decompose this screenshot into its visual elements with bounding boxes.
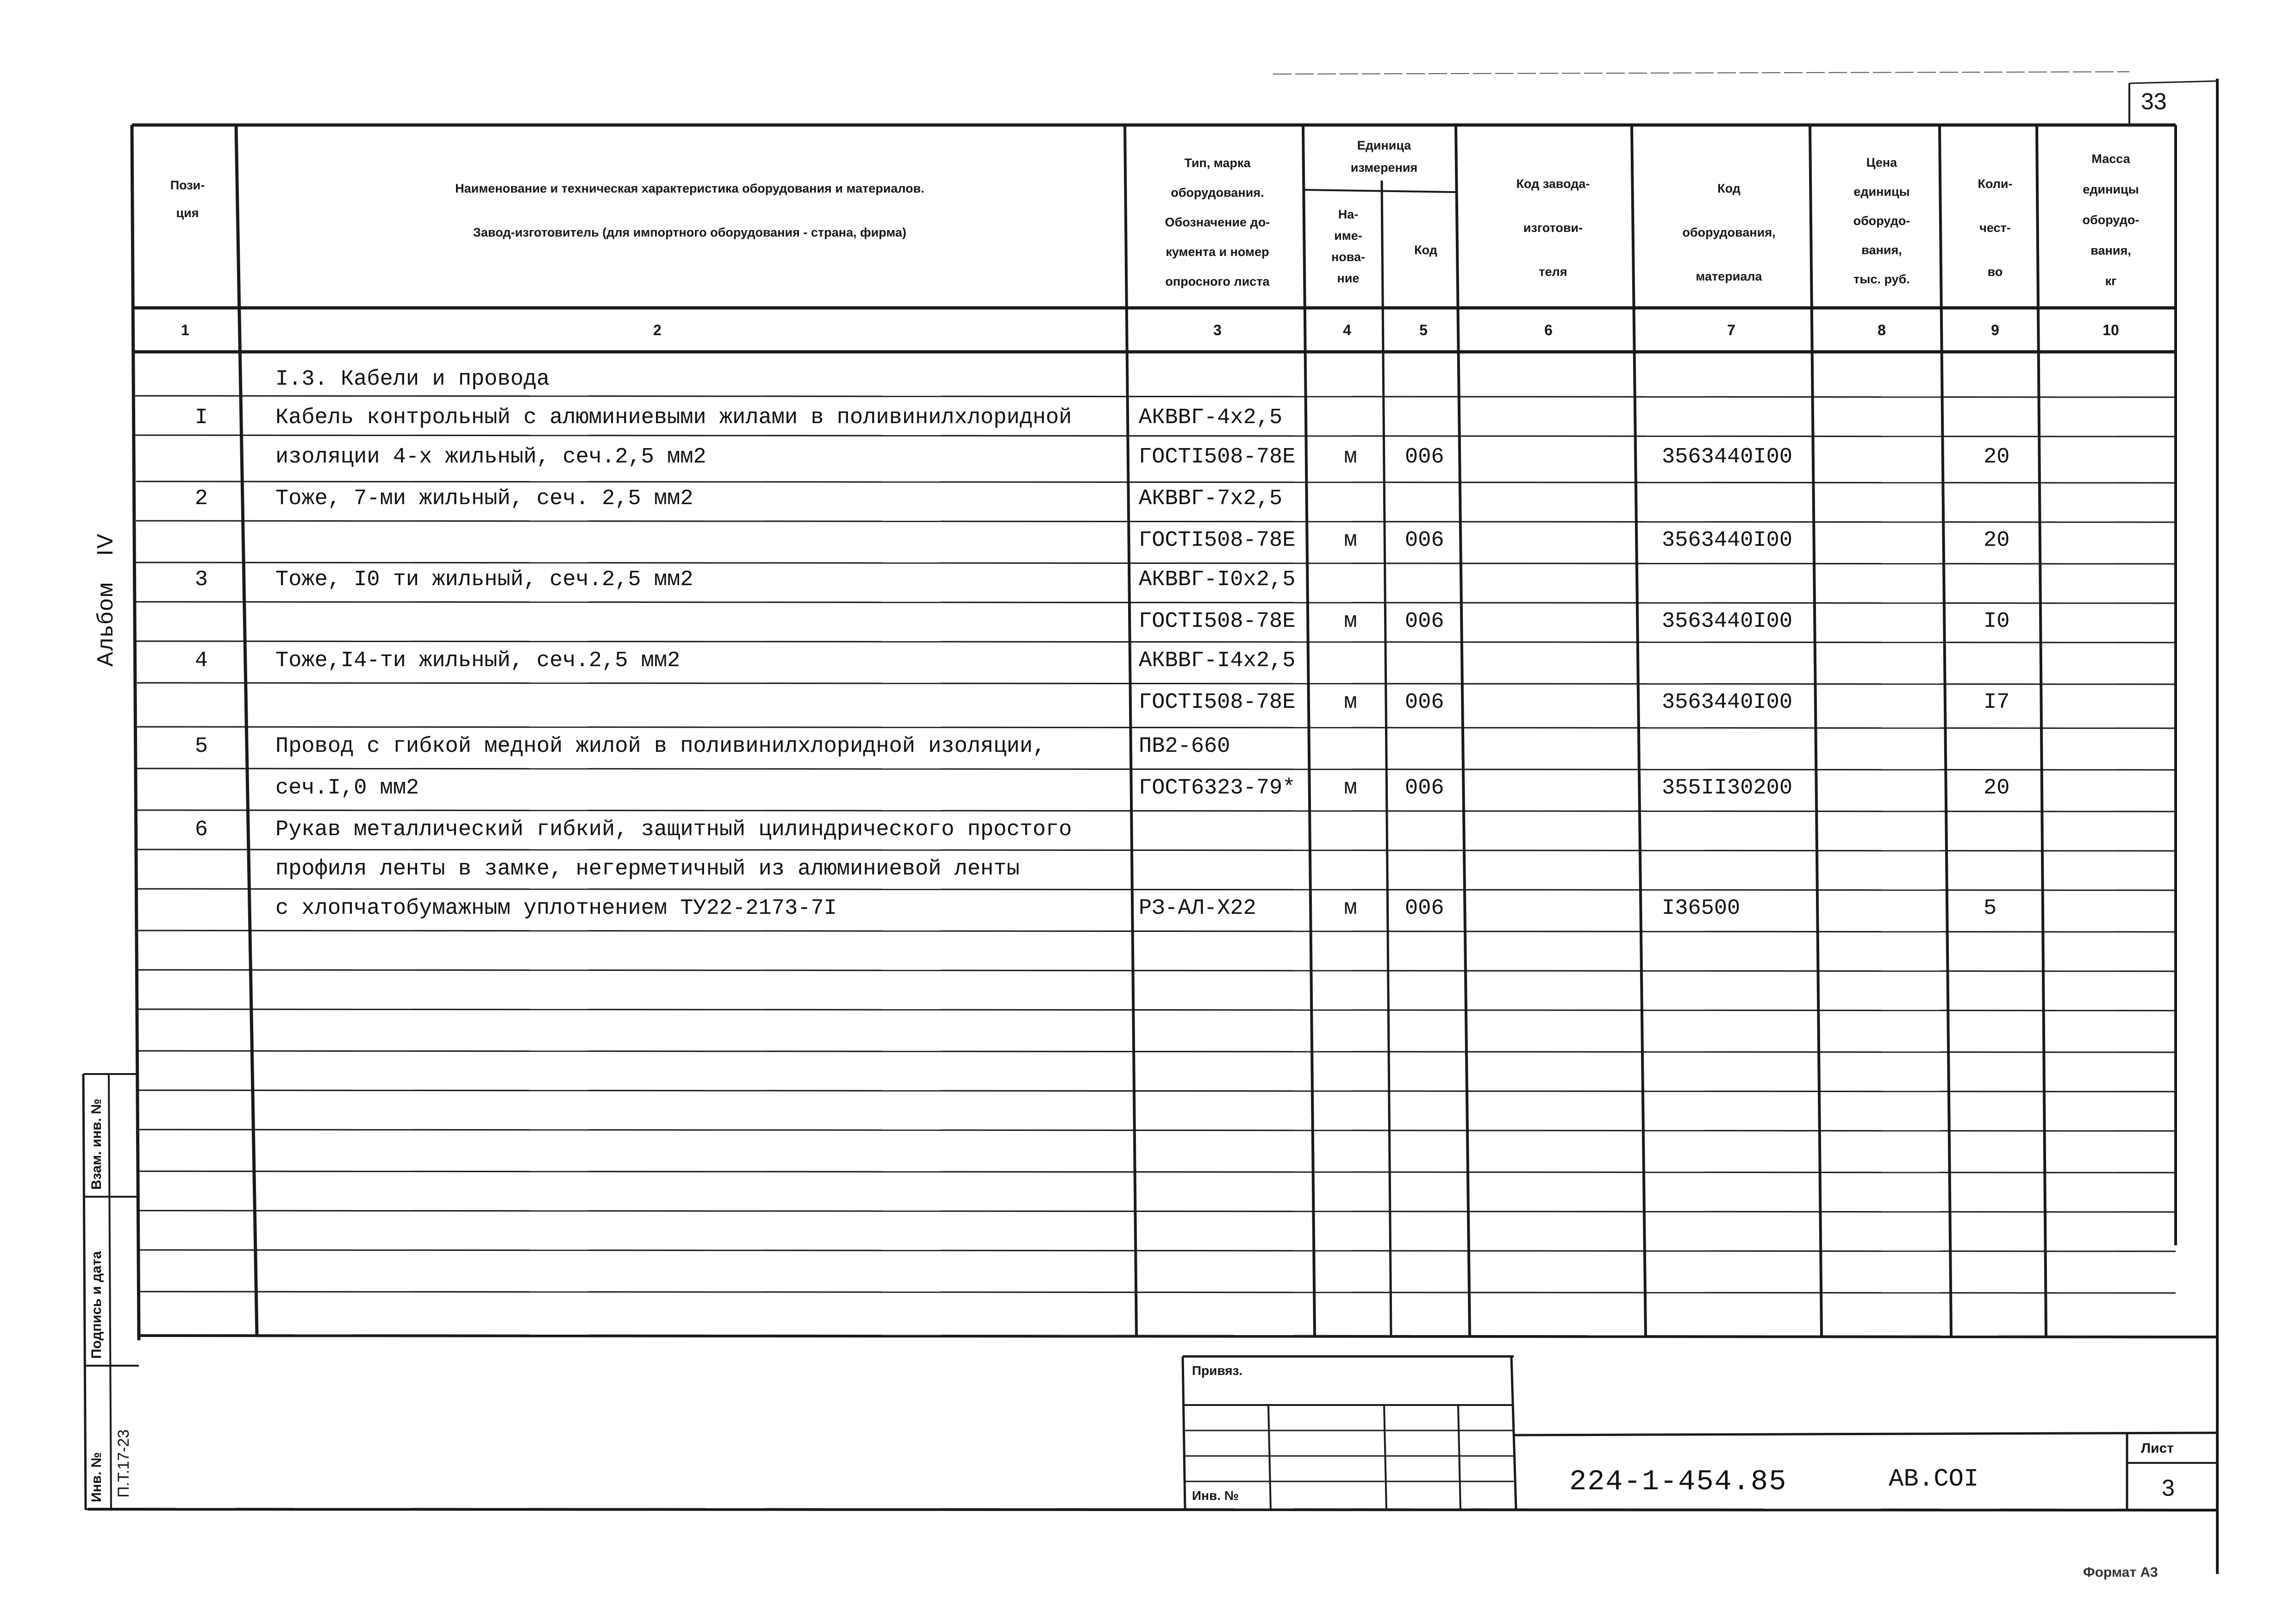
row-10-name: сеч.I,0 мм2: [275, 776, 419, 800]
header-unit-name-line1: На-: [1338, 207, 1359, 221]
row-5-name: Тоже, I0 ти жильный, сеч.2,5 мм2: [275, 568, 693, 592]
header-position: [139, 171, 236, 227]
header-unit-name-line4: ние: [1337, 271, 1360, 285]
row-8-unit: м: [1344, 690, 1357, 715]
header-mass-line1: Масса: [2091, 152, 2130, 166]
row-10-type: ГОСТ6323-79*: [1139, 776, 1296, 800]
header-equip-line2: оборудования,: [1682, 225, 1776, 239]
header-unit-name: [1310, 204, 1386, 289]
header-type: [1129, 148, 1305, 296]
header-mass-line4: вания,: [2090, 244, 2131, 257]
header-mass: [2041, 144, 2180, 296]
header-qty-line1: Коли-: [1978, 177, 2013, 191]
col-number-5: 5: [1419, 322, 1428, 338]
row-13-unit: м: [1344, 896, 1357, 921]
format-label: Формат А3: [2083, 1565, 2158, 1580]
col-number-7: 7: [1727, 322, 1735, 338]
sheet-number: 3: [2162, 1475, 2175, 1501]
row-7-type: АКВВГ-I4х2,5: [1139, 649, 1296, 673]
row-7-name: Тоже,I4-ти жильный, сеч.2,5 мм2: [275, 649, 680, 673]
col-number-8: 8: [1878, 322, 1886, 338]
page-number-top: 33: [2141, 88, 2167, 114]
col-number-4: 4: [1343, 322, 1351, 338]
header-name-line1: Наименование и техническая характеристика оборудования и материалов.: [455, 181, 924, 195]
header-price-line4: вания,: [1861, 243, 1902, 257]
row-4-type: ГОСТI508-78Е: [1139, 528, 1296, 553]
row-2-equip: 3563440I00: [1662, 445, 1793, 469]
header-price-line3: оборудо-: [1853, 214, 1910, 228]
row-2-name: изоляции 4-х жильный, сеч.2,5 мм2: [275, 445, 706, 469]
header-price-line2: единицы: [1853, 185, 1910, 199]
album-label-text: Альбом: [93, 581, 118, 667]
header-qty-line3: во: [1987, 265, 2003, 279]
row-13-qty: 5: [1984, 896, 1997, 921]
header-equip-code: [1641, 167, 1817, 299]
col-number-1: 1: [181, 322, 189, 338]
header-qty-line2: чест-: [1979, 221, 2011, 235]
row-2-unit: м: [1344, 445, 1357, 469]
album-label: [93, 533, 118, 667]
header-name: [250, 167, 1129, 255]
header-mass-line2: единицы: [2083, 182, 2139, 196]
row-10-equip: 355II30200: [1662, 776, 1793, 800]
row-1-pos: I: [194, 406, 208, 430]
doc-mark: АВ.СОI: [1889, 1465, 1979, 1493]
row-8-type: ГОСТI508-78Е: [1139, 690, 1296, 715]
row-1-type: АКВВГ-4х2,5: [1139, 406, 1283, 430]
col-number-3: 3: [1213, 322, 1222, 338]
header-type-line1: Тип, марка: [1184, 156, 1251, 170]
row-1-name: Кабель контрольный с алюминиевыми жилами в поливинилхлоридной: [275, 406, 1072, 430]
header-factory-line1: Код завода-: [1516, 177, 1590, 191]
header-name-line2: Завод-изготовитель (для импортного оборудования - страна, фирма): [473, 225, 906, 239]
vzam-inv-label: Взам. инв. №: [89, 1099, 104, 1190]
header-position-line2: ция: [176, 206, 199, 220]
row-4-unit: м: [1344, 528, 1357, 553]
row-6-qty: I0: [1984, 609, 2010, 634]
header-unit-group: [1310, 134, 1458, 179]
row-11-pos: 6: [194, 818, 208, 842]
row-4-qty: 20: [1984, 528, 2010, 553]
album-number: IV: [93, 533, 118, 556]
header-equip-line3: материала: [1696, 269, 1762, 283]
header-mass-line5: кг: [2105, 274, 2117, 288]
stamp-inv-label: Инв. №: [1192, 1488, 1239, 1503]
header-factory-code: [1465, 162, 1641, 294]
privyaz-label: Привяз.: [1192, 1363, 1243, 1378]
row-13-name: с хлопчатобумажным уплотнением ТУ22-2173-7I: [275, 896, 837, 921]
col-number-9: 9: [1991, 322, 1999, 338]
row-8-qty: I7: [1984, 690, 2010, 715]
header-equip-line1: Код: [1717, 181, 1741, 195]
row-2-qty: 20: [1984, 445, 2010, 469]
row-2-type: ГОСТI508-78Е: [1139, 445, 1296, 469]
row-5-type: АКВВГ-I0х2,5: [1139, 568, 1296, 592]
header-price: [1817, 148, 1947, 294]
row-3-pos: 2: [194, 487, 208, 511]
header-type-line5: опросного листа: [1165, 275, 1270, 288]
header-unit-name-line3: нова-: [1331, 250, 1366, 264]
sign-date-label: Подпись и дата: [89, 1251, 104, 1359]
row-10-unit: м: [1344, 776, 1357, 800]
row-6-type: ГОСТI508-78Е: [1139, 609, 1296, 634]
inv-no-value: П.Т.17-23: [115, 1429, 132, 1498]
header-mass-line3: оборудо-: [2082, 213, 2140, 227]
header-factory-line3: теля: [1539, 265, 1567, 279]
header-type-line4: кумента и номер: [1166, 245, 1269, 259]
header-factory-line2: изготови-: [1523, 221, 1583, 235]
row-13-code: 006: [1405, 896, 1444, 921]
row-13-equip: I36500: [1662, 896, 1741, 921]
header-unit-name-line2: имe-: [1334, 229, 1362, 243]
row-8-equip: 3563440I00: [1662, 690, 1793, 715]
row-5-pos: 3: [194, 568, 208, 592]
row-6-code: 006: [1405, 609, 1444, 634]
row-4-equip: 3563440I00: [1662, 528, 1793, 553]
row-6-unit: м: [1344, 609, 1357, 634]
inv-no-label: Инв. №: [89, 1452, 104, 1502]
row-3-type: АКВВГ-7х2,5: [1139, 487, 1283, 511]
row-6-equip: 3563440I00: [1662, 609, 1793, 634]
row-9-type: ПВ2-660: [1139, 734, 1230, 759]
row-13-type: РЗ-АЛ-Х22: [1139, 896, 1256, 921]
col-number-10: 10: [2103, 322, 2119, 338]
row-10-qty: 20: [1984, 776, 2010, 800]
header-position-line1: Пози-: [170, 178, 205, 192]
doc-code: 224-1-454.85: [1569, 1465, 1787, 1498]
row-7-pos: 4: [194, 649, 208, 673]
row-9-name: Провод с гибкой медной жилой в поливинилхлоридной изоляции,: [275, 734, 1046, 759]
row-10-code: 006: [1405, 776, 1444, 800]
row-4-code: 006: [1405, 528, 1444, 553]
sheet-label: Лист: [2141, 1441, 2174, 1456]
header-unit-code: Код: [1414, 243, 1437, 257]
header-price-line5: тыс. руб.: [1853, 272, 1910, 286]
col-number-2: 2: [653, 322, 661, 338]
row-11-name: Рукав металлический гибкий, защитный цилиндрического простого: [275, 818, 1072, 842]
col-number-6: 6: [1544, 322, 1553, 338]
header-price-line1: Цена: [1866, 156, 1897, 169]
section-title: I.3. Кабели и провода: [275, 367, 550, 392]
row-12-name: профиля ленты в замке, негерметичный из алюминиевой ленты: [275, 857, 1020, 881]
row-8-code: 006: [1405, 690, 1444, 715]
header-unit-line1: Единица: [1357, 138, 1411, 152]
header-qty: [1947, 162, 2044, 294]
header-unit-line2: измерения: [1350, 161, 1418, 175]
header-type-line2: оборудования.: [1171, 186, 1264, 200]
row-3-name: Тоже, 7-ми жильный, сеч. 2,5 мм2: [275, 487, 693, 511]
row-2-code: 006: [1405, 445, 1444, 469]
header-type-line3: Обозначение до-: [1165, 215, 1270, 229]
row-9-pos: 5: [194, 734, 208, 759]
